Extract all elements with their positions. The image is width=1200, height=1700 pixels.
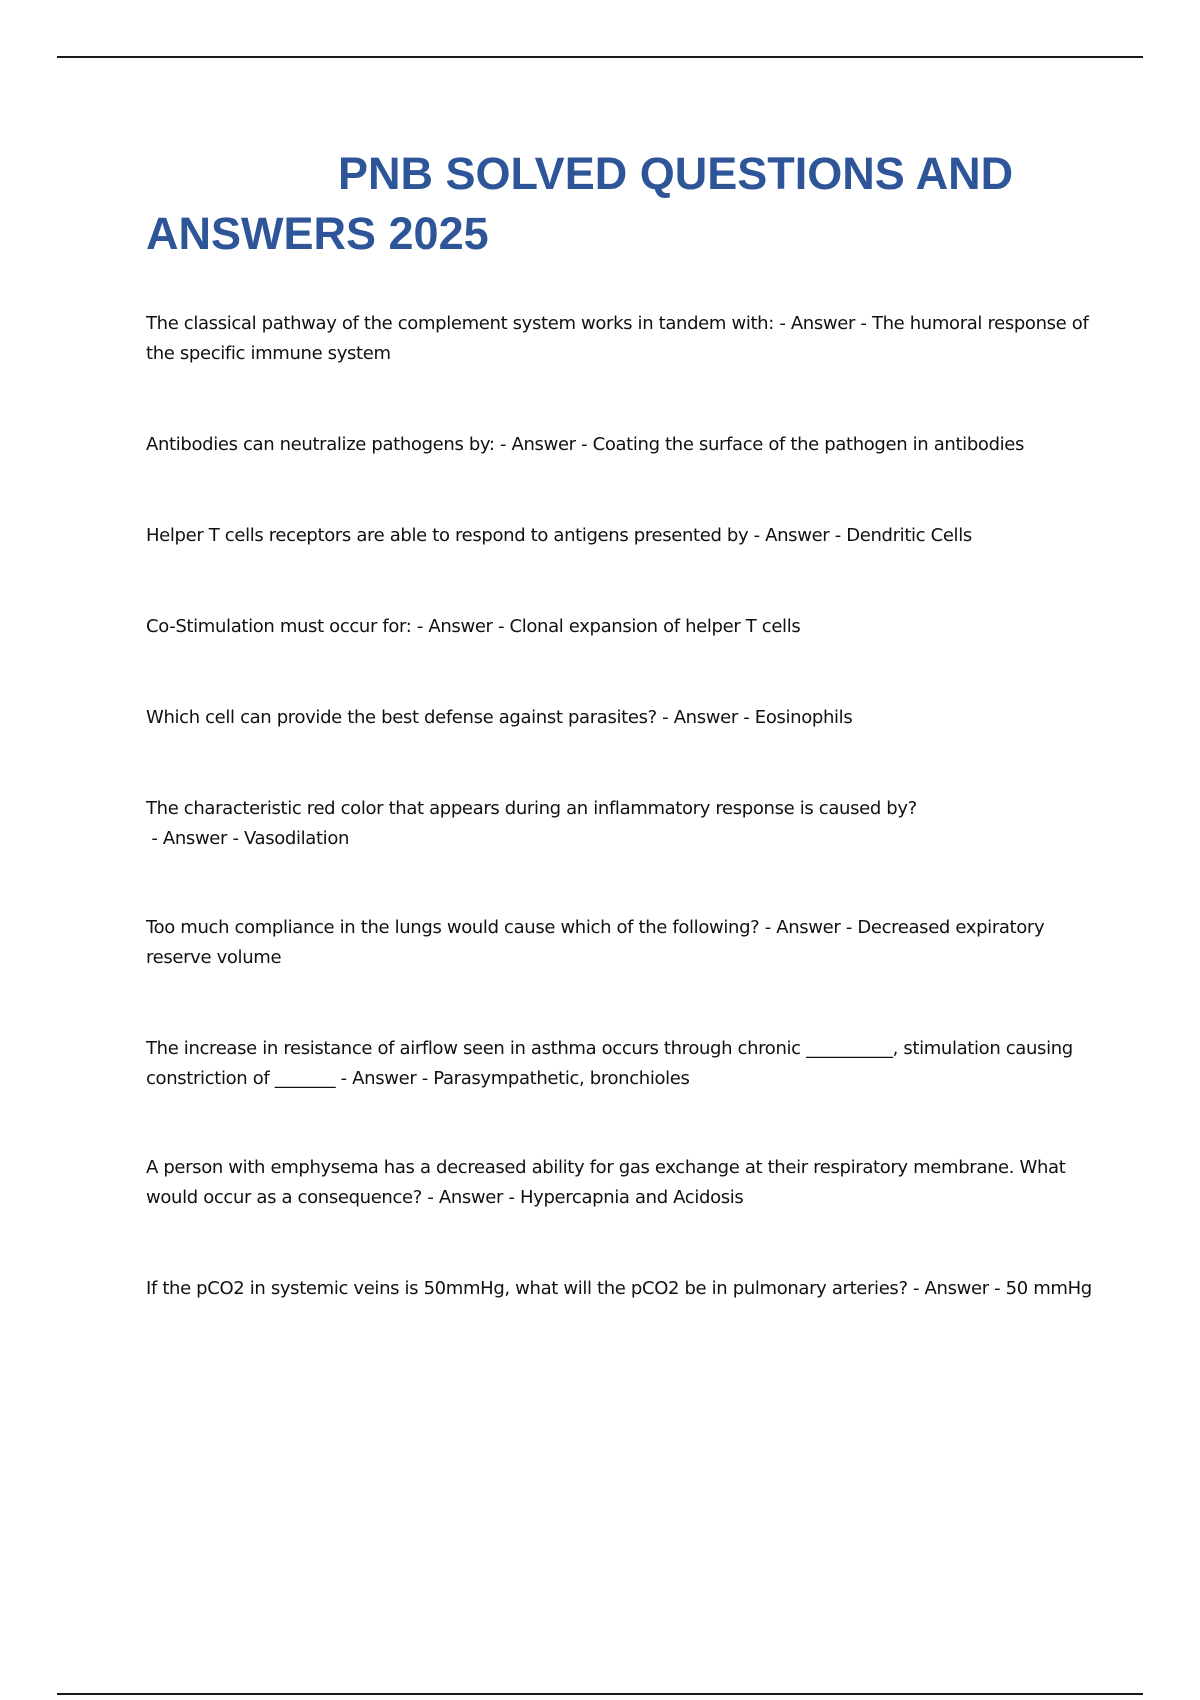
answer-separator: - Answer - (907, 1278, 1006, 1299)
question-text: Helper T cells receptors are able to respond to antigens presented by (146, 525, 749, 546)
answer-separator: - Answer - (335, 1068, 434, 1089)
answer-text: Coating the surface of the pathogen in antibodies (592, 434, 1025, 455)
top-rule (57, 56, 1143, 58)
answer-separator: - Answer - (748, 525, 847, 546)
qa-item-9 (146, 1153, 1092, 1213)
qa-item-5 (146, 703, 1092, 733)
qa-item-3 (146, 521, 1092, 551)
answer-text: Hypercapnia and Acidosis (519, 1187, 744, 1208)
qa-item-1 (146, 309, 1092, 369)
qa-item-8 (146, 1034, 1092, 1094)
answer-text: Eosinophils (754, 707, 853, 728)
answer-separator: - Answer - (146, 828, 244, 849)
question-text: The characteristic red color that appears during an inflammatory response is caused by? (146, 798, 917, 819)
answer-separator: - Answer - (759, 917, 858, 938)
question-text: Which cell can provide the best defense against parasites? (146, 707, 657, 728)
answer-separator: - Answer - (411, 616, 510, 637)
qa-item-2 (146, 430, 1092, 460)
answer-text: 50 mmHg (1005, 1278, 1092, 1299)
question-text: A person with emphysema has a decreased ability for gas exchange at their respiratory membrane. What would occur as a consequence? (146, 1157, 1066, 1208)
question-text: The classical pathway of the complement system works in tandem with: (146, 313, 774, 334)
answer-separator: - Answer - (421, 1187, 520, 1208)
answer-text: Dendritic Cells (846, 525, 972, 546)
bottom-rule (57, 1693, 1143, 1695)
answer-text: Vasodilation (243, 828, 350, 849)
qa-item-7 (146, 913, 1092, 973)
document-title: PNB SOLVED QUESTIONS AND ANSWERS 2025 (146, 148, 1014, 259)
answer-text: Decreased expiratory reserve volume (146, 917, 1045, 968)
answer-separator: - Answer - (773, 313, 872, 334)
qa-item-10 (146, 1274, 1092, 1304)
answer-text: Parasympathetic, bronchioles (433, 1068, 690, 1089)
answer-separator: - Answer - (656, 707, 755, 728)
answer-text: The humoral response of the specific immune system (146, 313, 1089, 364)
question-text: Co-Stimulation must occur for: (146, 616, 412, 637)
question-text: Antibodies can neutralize pathogens by: (146, 434, 495, 455)
question-text: The increase in resistance of airflow seen in asthma occurs through chronic __________, stimulation causing constriction of _______ (146, 1038, 1073, 1089)
question-text: Too much compliance in the lungs would cause which of the following? (146, 917, 760, 938)
answer-text: Clonal expansion of helper T cells (509, 616, 801, 637)
qa-item-4 (146, 612, 1092, 642)
question-text: If the pCO2 in systemic veins is 50mmHg, what will the pCO2 be in pulmonary arteries? (146, 1278, 908, 1299)
answer-separator: - Answer - (494, 434, 593, 455)
qa-item-6 (146, 794, 1092, 854)
